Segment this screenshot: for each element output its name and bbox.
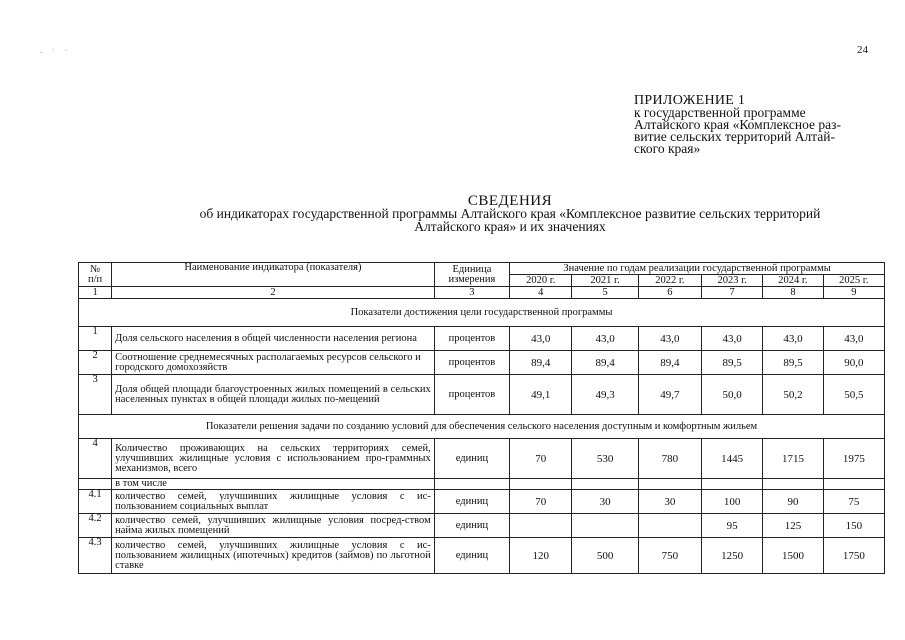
appendix-line: Алтайского края «Комплексное раз- — [634, 117, 841, 132]
appendix-line: к государственной программе — [634, 105, 806, 120]
indicator-unit — [434, 479, 509, 490]
header-name: Наименование индикатора (показателя) — [112, 263, 435, 287]
indicator-unit: процентов — [434, 351, 509, 375]
header-year: 2020 г. — [510, 275, 572, 287]
indicator-unit: процентов — [434, 375, 509, 415]
header-text: № — [90, 263, 101, 275]
indicator-unit: единиц — [434, 538, 509, 574]
column-number: 3 — [434, 287, 509, 299]
value-cell — [572, 479, 638, 490]
scan-speck: . · · — [40, 46, 72, 55]
value-cell: 89,4 — [572, 351, 638, 375]
value-cell: 500 — [572, 538, 638, 574]
value-cell: 89,4 — [510, 351, 572, 375]
indicator-unit: единиц — [434, 439, 509, 479]
header-text: п/п — [88, 273, 103, 285]
value-cell: 1715 — [763, 439, 823, 479]
indicator-unit: единиц — [434, 490, 509, 514]
indicator-name: количество семей, улучшивших жилищные условия посред-ством найма жилых помещений — [112, 514, 435, 538]
indicator-name: Количество проживающих на сельских территориях семей, улучшивших жилищные условия с использованием про-граммных механизмов, всего — [112, 439, 435, 479]
indicator-name: Доля общей площади благоустроенных жилых помещений в сельских населенных пунктах в общей площади жилых по-мещений — [112, 375, 435, 415]
header-year: 2025 г. — [823, 275, 884, 287]
value-cell — [702, 479, 763, 490]
appendix-line: витие сельских территорий Алтай- — [634, 129, 835, 144]
column-number: 1 — [79, 287, 112, 299]
header-year: 2023 г. — [702, 275, 763, 287]
value-cell: 43,0 — [702, 327, 763, 351]
value-cell: 1500 — [763, 538, 823, 574]
value-cell: 75 — [823, 490, 884, 514]
indicator-unit: единиц — [434, 514, 509, 538]
row-number: 4.1 — [79, 490, 112, 514]
header-years-group: Значение по годам реализации государственной программы — [510, 263, 885, 275]
value-cell: 89,5 — [763, 351, 823, 375]
value-cell: 780 — [638, 439, 701, 479]
value-cell: 70 — [510, 439, 572, 479]
row-number: 4 — [79, 439, 112, 479]
value-cell: 100 — [702, 490, 763, 514]
value-cell — [763, 479, 823, 490]
header-number — [79, 263, 112, 287]
section-row — [79, 415, 885, 439]
value-cell: 50,2 — [763, 375, 823, 415]
column-number: 2 — [112, 287, 435, 299]
table-row — [79, 375, 885, 415]
indicator-name: в том числе — [112, 479, 435, 490]
value-cell: 30 — [638, 490, 701, 514]
appendix-line: ского края» — [634, 141, 701, 156]
indicators-table — [78, 262, 885, 574]
value-cell: 49,1 — [510, 375, 572, 415]
value-cell: 90 — [763, 490, 823, 514]
value-cell: 30 — [572, 490, 638, 514]
column-number: 5 — [572, 287, 638, 299]
indicator-name: количество семей, улучшивших жилищные условия с ис-пользованием жилищных (ипотечных) кредитов (займов) по льготной ставке — [112, 538, 435, 574]
document-subtitle: Алтайского края» и их значениях — [414, 218, 606, 234]
row-number — [79, 479, 112, 490]
header-unit — [434, 263, 509, 287]
value-cell: 43,0 — [510, 327, 572, 351]
value-cell: 43,0 — [823, 327, 884, 351]
value-cell: 89,5 — [702, 351, 763, 375]
column-number: 9 — [823, 287, 884, 299]
document-subtitle: об индикаторах государственной программы Алтайского края «Комплексное развитие сельских территорий — [199, 206, 821, 221]
value-cell: 125 — [763, 514, 823, 538]
value-cell — [510, 479, 572, 490]
value-cell: 1975 — [823, 439, 884, 479]
value-cell — [638, 514, 701, 538]
value-cell: 90,0 — [823, 351, 884, 375]
indicator-name: Доля сельского населения в общей численности населения региона — [112, 327, 435, 351]
column-number: 4 — [510, 287, 572, 299]
indicator-unit: процентов — [434, 327, 509, 351]
value-cell: 50,0 — [702, 375, 763, 415]
value-cell: 1750 — [823, 538, 884, 574]
row-number: 1 — [79, 327, 112, 351]
row-number: 4.3 — [79, 538, 112, 574]
value-cell — [823, 479, 884, 490]
indicator-name: Соотношение среднемесячных располагаемых ресурсов сельского и городского домохозяйств — [112, 351, 435, 375]
value-cell: 70 — [510, 490, 572, 514]
value-cell: 49,7 — [638, 375, 701, 415]
table-row — [79, 538, 885, 574]
appendix-block — [634, 95, 884, 155]
header-year: 2021 г. — [572, 275, 638, 287]
header-text: измерения — [448, 273, 496, 285]
column-number: 8 — [763, 287, 823, 299]
column-number: 6 — [638, 287, 701, 299]
table-row — [79, 514, 885, 538]
value-cell: 95 — [702, 514, 763, 538]
value-cell: 750 — [638, 538, 701, 574]
value-cell — [638, 479, 701, 490]
value-cell: 530 — [572, 439, 638, 479]
value-cell: 1250 — [702, 538, 763, 574]
row-number: 2 — [79, 351, 112, 375]
value-cell: 43,0 — [763, 327, 823, 351]
document-heading — [120, 194, 900, 233]
header-year: 2024 г. — [763, 275, 823, 287]
value-cell — [510, 514, 572, 538]
table-row — [79, 351, 885, 375]
column-number-row — [79, 287, 885, 299]
document-title: СВЕДЕНИЯ — [467, 193, 553, 209]
table-row — [79, 327, 885, 351]
value-cell: 50,5 — [823, 375, 884, 415]
value-cell: 49,3 — [572, 375, 638, 415]
table-row — [79, 490, 885, 514]
value-cell: 120 — [510, 538, 572, 574]
page-number: 24 — [857, 44, 868, 56]
value-cell: 89,4 — [638, 351, 701, 375]
header-year: 2022 г. — [638, 275, 701, 287]
row-number: 3 — [79, 375, 112, 415]
appendix-title: ПРИЛОЖЕНИЕ 1 — [634, 93, 746, 108]
value-cell — [572, 514, 638, 538]
section-row — [79, 299, 885, 327]
section-heading: Показатели достижения цели государственной программы — [79, 299, 885, 327]
value-cell: 43,0 — [572, 327, 638, 351]
column-number: 7 — [702, 287, 763, 299]
value-cell: 1445 — [702, 439, 763, 479]
indicator-name: количество семей, улучшивших жилищные условия с ис-пользованием социальных выплат — [112, 490, 435, 514]
section-heading: Показатели решения задачи по созданию условий для обеспечения сельского населения доступным и комфортным жильем — [79, 415, 885, 439]
header-text: Единица — [452, 263, 492, 275]
value-cell: 150 — [823, 514, 884, 538]
row-number: 4.2 — [79, 514, 112, 538]
table-row — [79, 479, 885, 490]
table-row — [79, 439, 885, 479]
value-cell: 43,0 — [638, 327, 701, 351]
